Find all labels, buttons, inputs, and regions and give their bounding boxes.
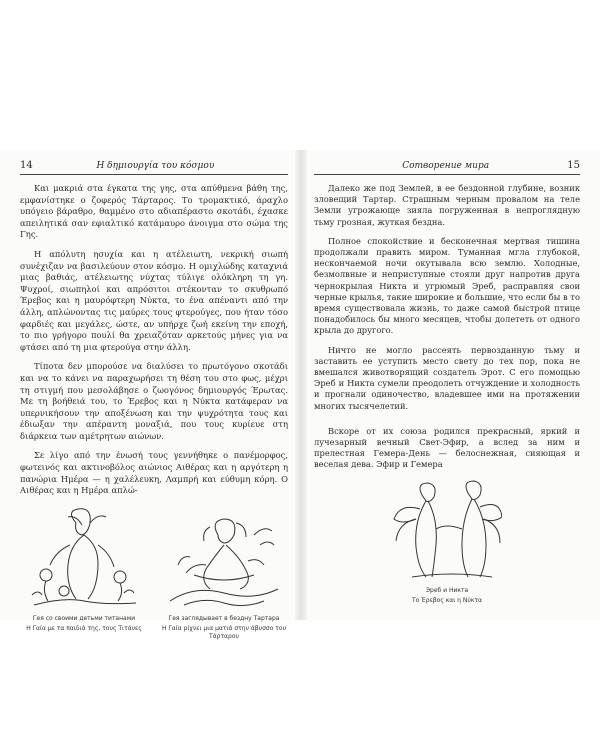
caption-ru: Гея со своими детьми титанами (32, 614, 136, 622)
illustration-gaia-tartarus (160, 505, 288, 641)
right-paragraph: Полное спокойствие и бесконечная мертвая тишина продолжали править миром. Туманная мгла глубокой, нескончаемой ночи окутывала всю землю. Холодные, безмолвные и неприступные стояли друг напротив друга чернокрылая Никта и угрюмый Эреб, расправляя свои черные крылья, такие широкие и большие, что если бы в то время существовала жизнь, то даже самой быстрой птице понадобилось бы много месяцев, чтобы долететь от одного крыла до другого. (314, 235, 580, 336)
right-page-header (314, 160, 580, 175)
right-running-head: Сотворение мира (402, 161, 490, 171)
caption-ru: Гея заглядывает в бездну Тартара (168, 614, 280, 622)
caption-ru: Эреб и Никта (425, 586, 469, 594)
gaia-titans-drawing (24, 505, 144, 613)
right-paragraph: Ничто не могло рассеять первозданную тьму и заставить ее уступить место свету до тех пор, пока не вмешался животворящий создатель Эрот. С его помощью Эреб и Никта сумели преодолеть отчуждение и холодность и прогнали одиночество, владевшее ими на протяжении многих тысячелетий. (314, 344, 580, 411)
gaia-tartarus-drawing (164, 505, 284, 613)
illustration-gaia-titans (20, 505, 148, 641)
caption-el: Η Γαία ρίχνει μια ματιά στην άβυσσο του Τάρταρου (161, 624, 287, 640)
caption-el: Η Γαία με τα παιδιά της, τους Τιτάνες (26, 624, 142, 632)
left-running-head: Η δημιουργία του κόσμου (96, 161, 215, 171)
erebus-nyx-drawing (392, 479, 502, 581)
left-paragraph: Η απόλυτη ησυχία και η ατέλειωτη, νεκρική σιωπή συνέχιζαν να βασιλεύουν στον κόσμο. Η ομιχλώδης καταχνιά μιας βαθιάς, ατέλειωτης νύχτας τύλιγε ολόκληρη τη γη. Ψυχροί, σιωπηλοί και απρόσιτοι στέκονταν το σκυθρωπό Έρεβος και η μαυρόφτερη Νύκτα, το ένα απέναντι από την άλλη, απλώνοντας τις μαύρες τους φτερούγες, που ήταν τόσο φαρδιές και μεγάλες, ώστε, αν υπήρχε ζωή εκείνη την εποχή, το πιο γρήγορο πουλί θα χρειαζόταν αρκετούς μήνες για να φτάσει από τη μια φτερούγα στην άλλη. (20, 248, 288, 352)
left-paragraph: Σε λίγο από την ένωσή τους γεννήθηκε ο πανέμορφος, φωτεινός και ακτινοβόλος αιώνιος Αιθέρας και η αργότερη η πανώρια Ημέρα — η χαλέλευκη, Λαμπρή και εύθυμη κόρη. Ο Αιθέρας και η Ημέρα απλώ- (20, 450, 288, 496)
left-paragraph: Και μακριά στα έγκατα της γης, στα απύθμενα βάθη της, εμφανίστηκε ο ζοφερός Τάρταρος. Το τρομακτικό, άραχλο υπόγειο βάραθρο, θαμμένο στο αδιαπέραστο σκοτάδι, έχασκε απειλητικά σαν εφιαλτικό κατάμαυρο άνοιγμα στο σώμα της Γης. (20, 183, 288, 240)
left-page (20, 160, 288, 641)
illustration-erebus-nyx (387, 479, 507, 605)
right-paragraph: Вскоре от их союза родился прекрасный, яркий и лучезарный вечный Свет-Эфир, а вслед за ним и прелестная Гемера-День — белоснежная, сияющая и веселая дева. Эфир и Гемера (314, 425, 580, 470)
right-page (314, 160, 580, 605)
left-page-number: 14 (20, 160, 33, 171)
caption-el: Το Έρεβος και η Νύκτα (412, 596, 482, 604)
left-illustrations (20, 505, 288, 641)
right-page-number: 15 (567, 160, 580, 171)
left-paragraph: Τίποτα δεν μπορούσε να διαλύσει το πρωτόγονο σκοτάδι και να το κάνει να παραχωρήσει τη θέση του στο φως, μέχρι τη στιγμή που μεσολάβησε ο ζωογόνος δημιουργός Έρωτας. Με τη βοήθειά του, το Έρεβος και η Νύκτα κατάφεραν να υπερνικήσουν την αποξένωση και την ψυχρότητα τους και έδιωξαν την απέραντη μοναξιά, που τους κυρίευε στη διάρκεια των αμέτρητων αιώνων. (20, 361, 288, 441)
right-paragraph: Далеко же под Землей, в ее бездонной глубине, возник зловещий Тартар. Страшным черным провалом на теле Земли угрожающе зияла погруженная в непроглядную тьму грозная, жуткая бездна. (314, 183, 580, 227)
left-page-header (20, 160, 288, 175)
book-gutter (295, 150, 307, 620)
